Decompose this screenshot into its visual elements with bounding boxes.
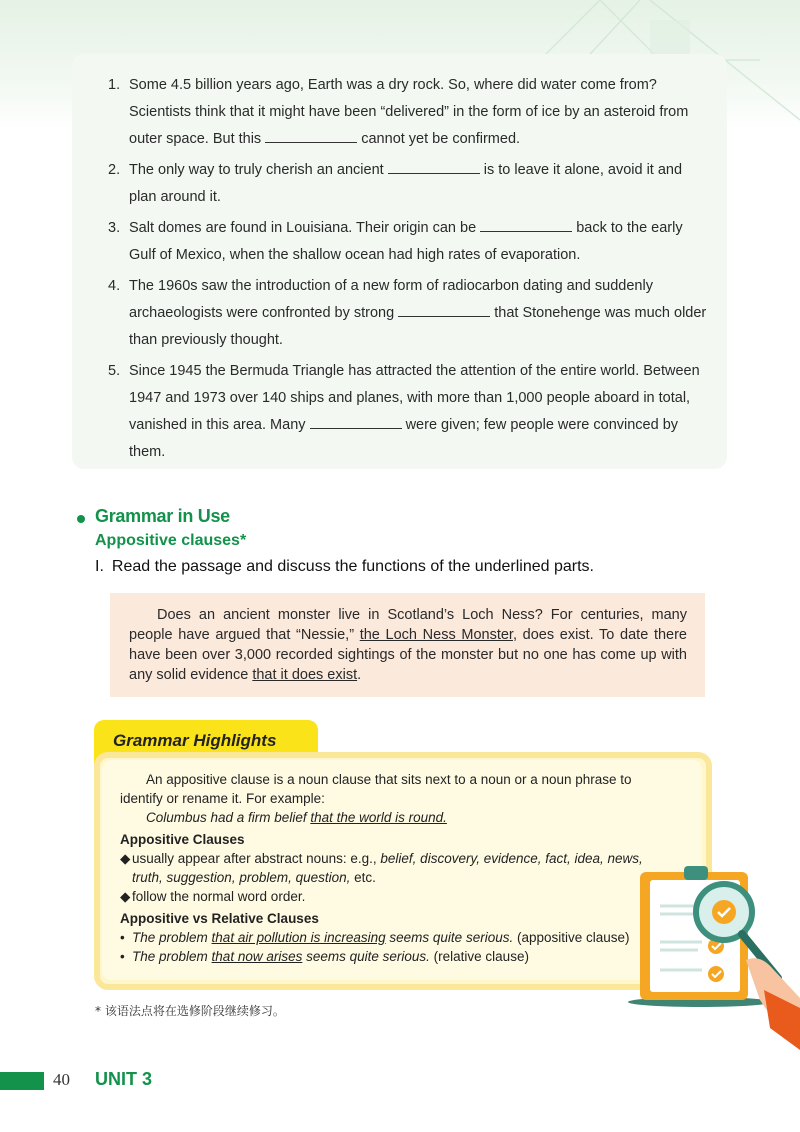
instruction-number: I. [95,558,104,575]
highlights-bullet: • The problem that air pollution is increasing seems quite serious. (appositive clause) [120,930,630,945]
exercise-item-5 [108,358,708,466]
passage-text: . [357,667,362,683]
highlights-intro: An appositive clause is a noun clause that sits next to a noun or a noun phrase to identify or rename it. For example: [120,772,632,806]
highlights-bullet: ◆ usually appear after abstract nouns: e.g., belief, discovery, evidence, fact, idea, news, truth, suggestion, problem, question, etc. [120,851,643,885]
clipboard-magnifier-illustration [628,850,800,1050]
item-text: that Stonehenge was much older than previously thought. [129,305,707,348]
page-number: 40 [53,1070,70,1089]
highlights-bullet: ◆ follow the normal word order. [120,889,306,904]
item-text: Some 4.5 billion years ago, Earth was a dry rock. So, where did water come from? Scientists think that it might have been “delivered” in the form of ice by an asteroid from outer space. But this [129,77,689,147]
exercise-list [108,72,708,470]
unit-label: UNIT 3 [95,1069,153,1089]
highlights-heading: Appositive Clauses [120,832,245,847]
highlights-heading: Appositive vs Relative Clauses [120,911,319,926]
section-title: Grammar in Use [95,506,230,526]
highlights-bullet: • The problem that now arises seems quite serious. (relative clause) [120,949,529,964]
footnote: * 该语法点将在选修阶段继续修习。 [95,1004,285,1018]
item-number: 3. [108,220,121,236]
item-number: 2. [108,162,121,178]
item-text: back to the early Gulf of Mexico, when the shallow ocean had high rates of evaporation. [129,220,683,263]
item-text: The 1960s saw the introduction of a new form of radiocarbon dating and suddenly archaeologists were confronted by strong [129,278,653,321]
answer-blank[interactable] [388,159,480,174]
underlined-phrase: the Loch Ness Monster [359,627,513,643]
passage-text: , does exist. To date there have been over 3,000 recorded sightings of the monster but no one has come up with any solid evidence [129,627,687,683]
item-number: 4. [108,278,121,294]
highlights-title: Grammar Highlights [113,731,277,750]
dot-bullet-icon: • [120,949,125,964]
section-subtitle: Appositive clauses* [95,532,247,549]
answer-blank[interactable] [398,302,490,317]
item-text: were given; few people were convinced by them. [129,417,679,460]
item-text: Salt domes are found in Louisiana. Their origin can be [129,220,481,236]
footer-accent-bar [0,1072,44,1090]
section-bullet-icon [77,515,85,523]
highlights-content [120,770,650,966]
answer-blank[interactable] [310,414,402,429]
instruction-text: Read the passage and discuss the functions of the underlined parts. [111,558,594,575]
highlights-example: Columbus had a firm belief that the world is round. [146,810,447,825]
diamond-bullet-icon: ◆ [120,889,131,904]
passage-text: Does an ancient monster live in Scotland’s Loch Ness? For centuries, many people have argued that “Nessie,” [129,607,687,643]
answer-blank[interactable] [480,217,572,232]
underlined-phrase: that it does exist [252,667,358,683]
diamond-bullet-icon: ◆ [120,851,131,866]
item-text: cannot yet be confirmed. [357,131,521,147]
item-number: 5. [108,363,121,379]
exercise-item-2 [108,157,708,211]
item-text: Since 1945 the Bermuda Triangle has attracted the attention of the entire world. Between 1947 and 1973 over 140 ships and planes, with more than 1,000 people aboard in total, vanished in this area. Many [129,363,700,433]
item-text: The only way to truly cherish an ancient [129,162,388,178]
exercise-item-4 [108,273,708,354]
answer-blank[interactable] [265,128,357,143]
instruction [95,558,594,576]
exercise-item-3 [108,215,708,269]
item-number: 1. [108,77,121,93]
exercise-item-1 [108,72,708,153]
item-text: is to leave it alone, avoid it and plan around it. [129,162,683,205]
reading-passage [110,593,705,697]
dot-bullet-icon: • [120,930,125,945]
